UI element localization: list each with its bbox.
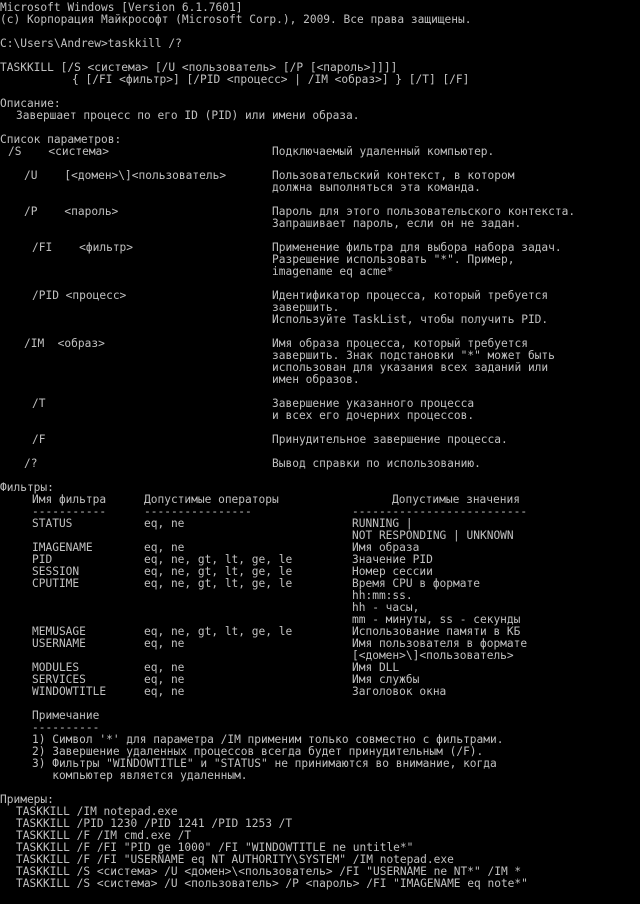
filter-value: hh - часы, — [352, 601, 420, 614]
param-desc: Завершение указанного процесса — [272, 397, 475, 410]
filter-name: MEMUSAGE — [32, 625, 86, 638]
filter-ops: eq, ne — [144, 541, 185, 554]
description-heading: Описание: — [0, 97, 61, 110]
filters-column-header: Имя фильтра — [32, 493, 107, 506]
version-line: Microsoft Windows [Version 6.1.7601] — [0, 1, 243, 14]
filter-value: Заголовок окна — [352, 685, 447, 698]
example-line: TASKKILL /F /FI "PID ge 1000" /FI "WINDOWTITLE ne untitle*" — [16, 841, 414, 854]
example-line: TASKKILL /S <система> /U <домен>\<пользователь> /FI "USERNAME ne NT*" /IM * — [16, 865, 522, 878]
filter-value: Имя DLL — [352, 661, 400, 674]
filter-value: Время CPU в формате — [352, 577, 480, 590]
example-line: TASKKILL /S <система> /U <пользователь> /P <пароль> /FI "IMAGENAME eq note*" — [16, 877, 528, 890]
notes-heading: Примечание — [32, 709, 100, 722]
param-desc: Пароль для этого пользовательского контекста. — [272, 205, 576, 218]
param-name: /T — [32, 397, 46, 410]
param-name: /FI <фильтр> — [32, 241, 134, 254]
param-name: /U [<домен>\]<пользователь> — [24, 169, 227, 182]
example-line: TASKKILL /IM notepad.exe — [16, 805, 178, 818]
param-name: /PID <процесс> — [32, 289, 127, 302]
usage-line: { [/FI <фильтр>] [/PID <процесс> | /IM <образ>] } [/T] [/F] — [72, 73, 470, 86]
param-desc: имен образов. — [272, 373, 360, 386]
param-desc: завершить. Знак подстановки "*" может быть — [272, 349, 555, 362]
usage-line: TASKKILL [/S <система> [/U <пользователь> [/P [<пароль>]]]] — [0, 61, 398, 74]
filter-name: CPUTIME — [32, 577, 80, 590]
filter-ops: eq, ne — [144, 685, 185, 698]
filter-ops: eq, ne, gt, lt, ge, le — [144, 577, 293, 590]
param-desc: Имя образа процесса, который требуется — [272, 337, 528, 350]
filter-name: IMAGENAME — [32, 541, 93, 554]
params-heading: Список параметров: — [0, 133, 122, 146]
filter-value: Номер сессии — [352, 565, 433, 578]
param-desc: Вывод справки по использованию. — [272, 457, 481, 470]
param-desc: imagename eq acme* — [272, 265, 394, 278]
param-desc: и всех его дочерних процессов. — [272, 409, 475, 422]
note-line: 3) Фильтры "WINDOWTITLE" и "STATUS" не принимаются во внимание, когда — [32, 757, 497, 770]
filter-value: RUNNING | — [352, 517, 413, 530]
filter-value: Значение PID — [352, 553, 433, 566]
filter-value: Имя службы — [352, 673, 420, 686]
param-name: /? — [24, 457, 38, 470]
filter-value: [<домен>\]<пользователь> — [352, 649, 514, 662]
filter-name: PID — [32, 553, 53, 566]
filter-ops: eq, ne — [144, 517, 185, 530]
filters-rule: ----------- — [32, 505, 107, 518]
param-desc: Принудительное завершение процесса. — [272, 433, 508, 446]
filter-name: USERNAME — [32, 637, 86, 650]
filter-value: mm - минуты, ss - секунды — [352, 613, 521, 626]
example-line: TASKKILL /F /IM cmd.exe /T — [16, 829, 192, 842]
param-name: /P <пароль> — [24, 205, 119, 218]
filter-name: STATUS — [32, 517, 73, 530]
examples-heading: Примеры: — [0, 793, 54, 806]
filter-ops: eq, ne, gt, lt, ge, le — [144, 565, 293, 578]
param-name: /IM <образ> — [24, 337, 105, 350]
param-desc: Используйте TaskList, чтобы получить PID. — [272, 313, 549, 326]
command-prompt: C:\Users\Andrew>taskkill /? — [0, 37, 182, 50]
param-desc: Идентификатор процесса, который требуется — [272, 289, 549, 302]
filter-ops: eq, ne, gt, lt, ge, le — [144, 625, 293, 638]
filter-name: SESSION — [32, 565, 80, 578]
example-line: TASKKILL /F /FI "USERNAME eq NT AUTHORITY\SYSTEM" /IM notepad.exe — [16, 853, 454, 866]
filter-ops: eq, ne, gt, lt, ge, le — [144, 553, 293, 566]
filters-column-header: Допустимые операторы — [144, 493, 279, 506]
param-desc: использован для указания всех заданий или — [272, 361, 549, 374]
filter-name: WINDOWTITLE — [32, 685, 107, 698]
param-desc: Разрешение использовать "*". Пример, — [272, 253, 515, 266]
param-name: /F — [32, 433, 46, 446]
copyright-line: (c) Корпорация Майкрософт (Microsoft Corp.), 2009. Все права защищены. — [0, 13, 472, 26]
param-desc: Пользовательский контекст, в котором — [272, 169, 515, 182]
filter-name: SERVICES — [32, 673, 86, 686]
filter-ops: eq, ne — [144, 637, 185, 650]
filter-value: hh:mm:ss. — [352, 589, 413, 602]
filters-rule: ---------------- — [144, 505, 252, 518]
param-desc: Применение фильтра для выбора набора задач. — [272, 241, 562, 254]
param-desc: завершить. — [272, 301, 340, 314]
example-line: TASKKILL /PID 1230 /PID 1241 /PID 1253 /T — [16, 817, 293, 830]
filter-value: Имя образа — [352, 541, 420, 554]
param-desc: Подключаемый удаленный компьютер. — [272, 145, 495, 158]
filter-ops: eq, ne — [144, 673, 185, 686]
note-line: компьютер является удаленным. — [32, 769, 248, 782]
filter-value: Имя пользователя в формате — [352, 637, 528, 650]
note-line: 2) Завершение удаленных процессов всегда будет принудительным (/F). — [32, 745, 484, 758]
filters-rule: -------------------------- — [352, 505, 528, 518]
filters-column-header: Допустимые значения — [392, 493, 520, 506]
notes-rule: ---------- — [32, 721, 100, 734]
param-desc: должна выполняться эта команда. — [272, 181, 481, 194]
filter-ops: eq, ne — [144, 661, 185, 674]
param-desc: Запрашивает пароль, если он не задан. — [272, 217, 522, 230]
filters-heading: Фильтры: — [0, 481, 54, 494]
param-name: /S <система> — [8, 145, 110, 158]
note-line: 1) Символ '*' для параметра /IM применим только совместно с фильтрами. — [32, 733, 504, 746]
description-text: Завершает процесс по его ID (PID) или имени образа. — [16, 109, 360, 122]
filter-name: MODULES — [32, 661, 80, 674]
filter-value: Использование памяти в КБ — [352, 625, 521, 638]
filter-value: NOT RESPONDING | UNKNOWN — [352, 529, 514, 542]
